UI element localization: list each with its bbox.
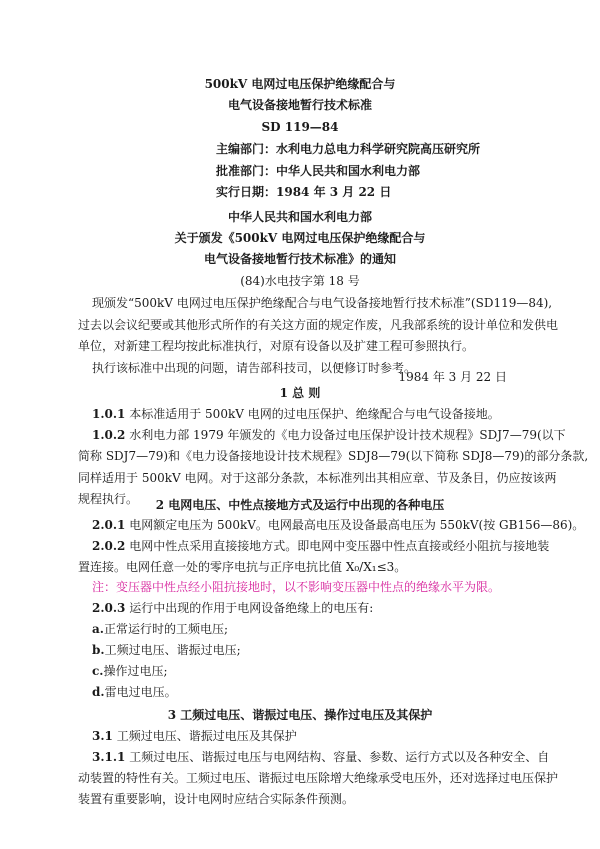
- notice-paragraph2: 执行该标准中出现的问题，请告部科技司，以便修订时参考。: [92, 361, 417, 375]
- clause-1-0-2-line2: 简称 SDJ7—79)和《电力设备接地设计技术规程》SDJ8—79(以下简称 SDJ8—79)的部分条款,: [78, 449, 589, 463]
- list-text: 操作过电压;: [103, 664, 168, 678]
- clause-text: 运行中出现的作用于电网设备绝缘上的电压有:: [129, 601, 374, 615]
- clause-3-1-1-line3: 装置有重要影响，设计电网时应结合实际条件预测。: [78, 792, 355, 806]
- clause-text: 水利电力部 1979 年颁发的《电力设备过电压保护设计技术规程》SDJ7—79(以下: [129, 428, 566, 442]
- list-item-a: [92, 621, 228, 637]
- clause-1-0-1: [92, 406, 500, 422]
- clause-text: 电网额定电压为 500kV。电网最高电压及设备最高电压为 550kV(按 GB156—86)。: [129, 518, 585, 532]
- clause-2-0-1: [92, 517, 584, 533]
- subsection-3-1: [92, 728, 297, 744]
- list-label: b.: [92, 643, 105, 657]
- notice-subject-line2: 电气设备接地暂行技术标准》的通知: [203, 252, 396, 266]
- subsection-number: 3.1: [92, 729, 113, 743]
- notice-date: 1984 年 3 月 22 日: [398, 370, 507, 384]
- note-neutral-impedance: 注：变压器中性点经小阻抗接地时，以不影响变压器中性点的绝缘水平为限。: [92, 580, 501, 594]
- list-text: 工频过电压、谐振过电压;: [104, 643, 241, 657]
- editor-department: 主编部门：水利电力总电力科学研究院高压研究所: [216, 142, 481, 156]
- list-label: a.: [92, 622, 104, 636]
- subsection-title: 工频过电压、谐振过电压及其保护: [116, 729, 297, 743]
- clause-number: 3.1.1: [92, 750, 126, 764]
- list-item-b: [92, 642, 241, 658]
- notice-paragraph1-line2: 过去以会议纪要或其他形式所作的有关这方面的规定作废，凡我部系统的设计单位和发供电: [78, 318, 559, 332]
- standard-title-line1: 500kV 电网过电压保护绝缘配合与: [204, 77, 396, 91]
- section1-heading: 1 总 则: [279, 386, 321, 400]
- notice-doc-number: (84)水电技字第 18 号: [240, 274, 360, 288]
- clause-number: 2.0.1: [92, 518, 126, 532]
- notice-paragraph1-line1: 现颁发“500kV 电网过电压保护绝缘配合与电气设备接地暂行技术标准”(SD119—84),: [92, 296, 553, 310]
- clause-1-0-2-line1: [92, 427, 566, 443]
- clause-number: 1.0.2: [92, 428, 126, 442]
- clause-text: 工频过电压、谐振过电压与电网结构、容量、参数、运行方式以及各种安全、自: [129, 750, 550, 764]
- standard-title-line2: 电气设备接地暂行技术标准: [227, 98, 372, 112]
- notice-subject-line1: 关于颁发《500kV 电网过电压保护绝缘配合与: [174, 231, 426, 245]
- section2-heading: 2 电网电压、中性点接地方式及运行中出现的各种电压: [155, 498, 445, 512]
- clause-2-0-2-line2: 置连接。电网任意一处的零序电抗与正序电抗比值 X₀/X₁≤3。: [78, 560, 407, 574]
- notice-paragraph1-line3: 单位，对新建工程均按此标准执行，对原有设备以及扩建工程可参照执行。: [78, 339, 475, 353]
- clause-2-0-2-line1: [92, 538, 549, 554]
- clause-3-1-1-line1: [92, 749, 549, 765]
- clause-3-1-1-line2: 动装置的特性有关。工频过电压、谐振过电压除增大绝缘承受电压外，还对选择过电压保护: [78, 771, 559, 785]
- clause-text: 电网中性点采用直接接地方式。即电网中变压器中性点直接或经小阻抗与接地装: [129, 539, 550, 553]
- section3-heading: 3 工频过电压、谐振过电压、操作过电压及其保护: [167, 708, 433, 722]
- list-label: c.: [92, 664, 104, 678]
- approver-department: 批准部门：中华人民共和国水利电力部: [216, 164, 421, 178]
- list-item-c: [92, 663, 168, 679]
- clause-1-0-2-line4: 规程执行。: [78, 492, 139, 506]
- list-text: 正常运行时的工频电压;: [103, 622, 228, 636]
- list-label: d.: [92, 685, 105, 699]
- list-text: 雷电过电压。: [104, 685, 177, 699]
- clause-number: 2.0.3: [92, 601, 126, 615]
- notice-issuer: 中华人民共和国水利电力部: [227, 210, 372, 224]
- clause-1-0-2-line3: 同样适用于 500kV 电网。对于这部分条款，本标准列出其相应章、节及条目，仍应按该两: [78, 471, 557, 485]
- effective-date: 实行日期：1984 年 3 月 22 日: [216, 185, 392, 199]
- list-item-d: [92, 684, 177, 700]
- clause-text: 本标准适用于 500kV 电网的过电压保护、绝缘配合与电气设备接地。: [129, 407, 500, 421]
- clause-2-0-3: [92, 600, 373, 616]
- clause-number: 2.0.2: [92, 539, 126, 553]
- standard-code: SD 119—84: [261, 120, 339, 134]
- clause-number: 1.0.1: [92, 407, 126, 421]
